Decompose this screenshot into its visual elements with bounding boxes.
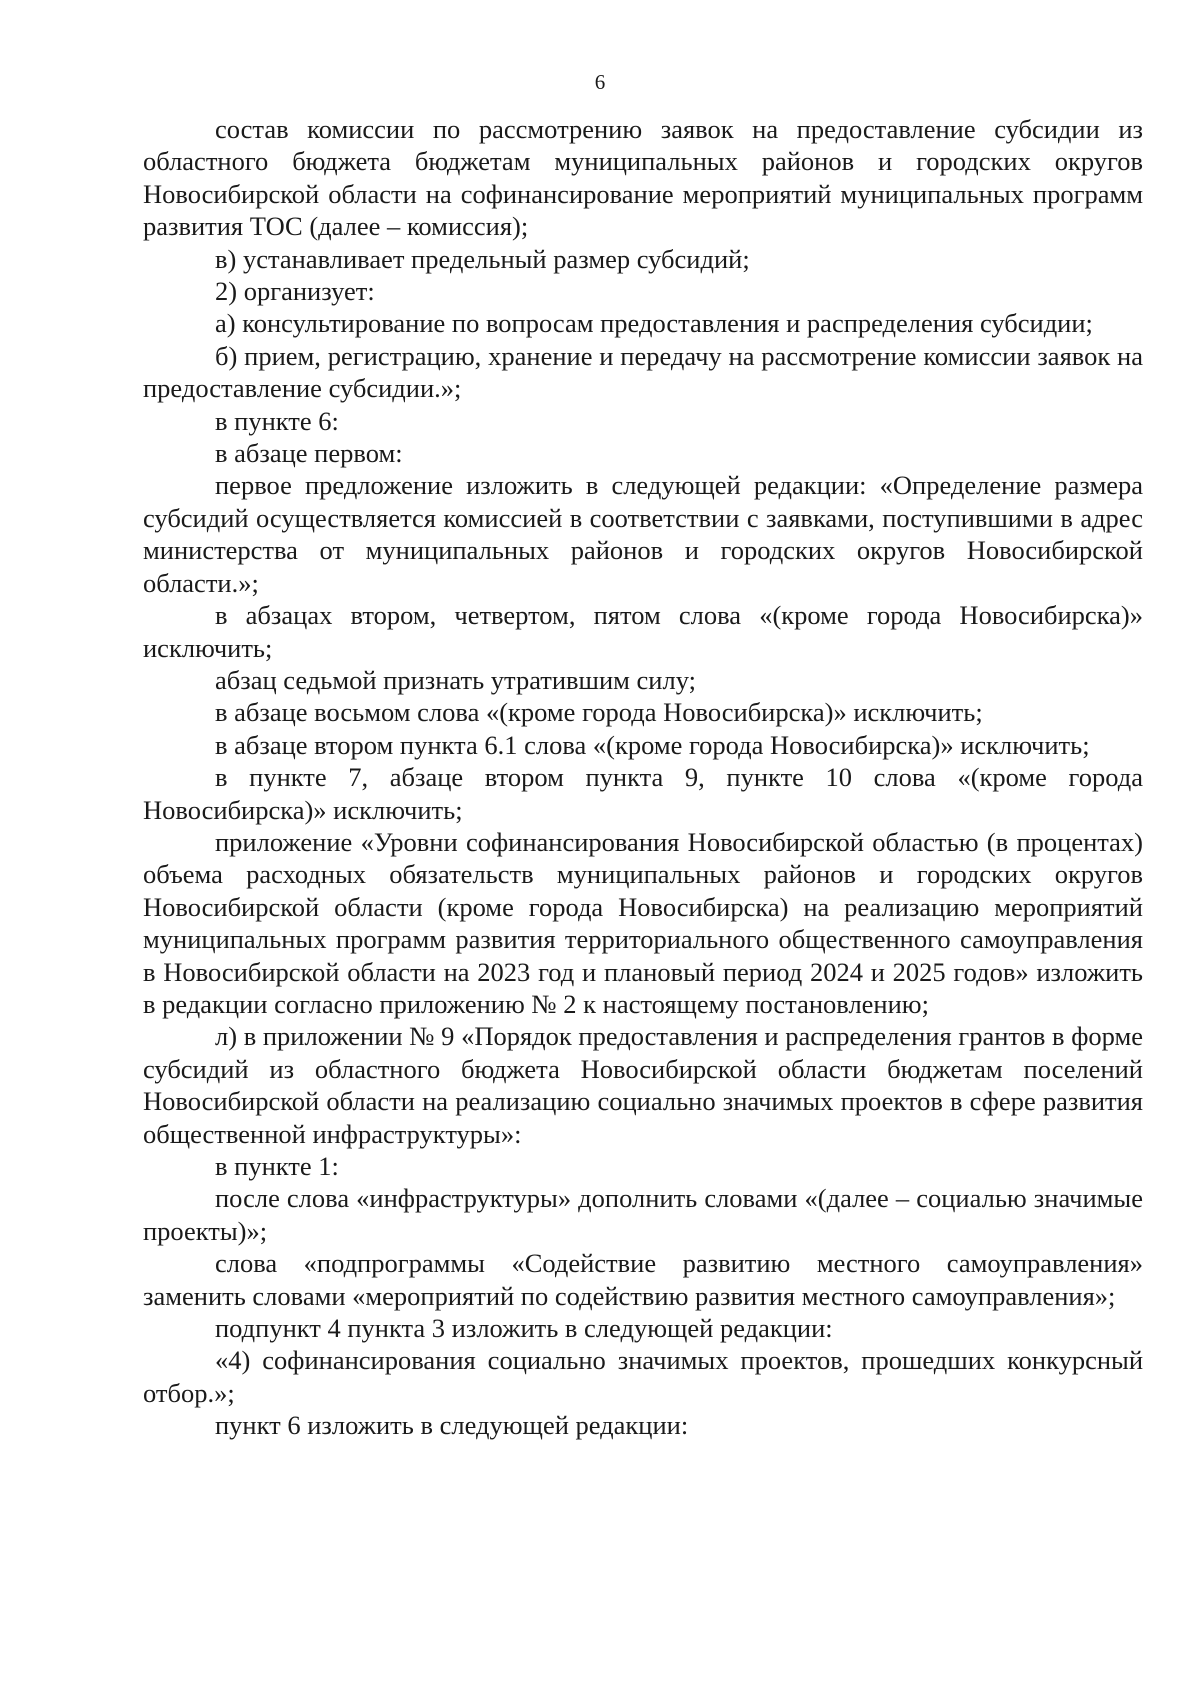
paragraph: в абзаце втором пункта 6.1 слова «(кроме города Новосибирска)» исключить; xyxy=(215,729,1090,760)
paragraph: «4) софинансирования социально значимых проектов, прошедших конкурсный отбор.»; xyxy=(143,1345,1143,1408)
paragraph: в абзаце восьмом слова «(кроме города Новосибирска)» исключить; xyxy=(215,697,983,728)
paragraph: после слова «инфраструктуры» дополнить словами «(далее – социалью значимые проекты)»; xyxy=(143,1183,1143,1246)
paragraph: абзац седьмой признать утратившим силу; xyxy=(215,664,696,695)
paragraph: в абзацах втором, четвертом, пятом слова «(кроме города Новосибирска)» исключить; xyxy=(143,600,1143,663)
paragraph: а) консультирование по вопросам предоставления и распределения субсидии; xyxy=(215,308,1093,339)
paragraph: слова «подпрограммы «Содействие развитию местного самоуправления» заменить словами «мероприятий по содействию развития местного самоуправления»; xyxy=(143,1248,1143,1311)
paragraph: в пункте 7, абзаце втором пункта 9, пункте 10 слова «(кроме города Новосибирска)» исключить; xyxy=(143,762,1143,825)
document-body xyxy=(143,113,1143,1442)
paragraph: б) прием, регистрацию, хранение и передачу на рассмотрение комиссии заявок на предоставление субсидии.»; xyxy=(143,340,1143,404)
paragraph: в пункте 6: xyxy=(215,405,339,436)
paragraph: в) устанавливает предельный размер субсидий; xyxy=(215,243,750,274)
page-number: 6 xyxy=(594,70,606,94)
paragraph: первое предложение изложить в следующей редакции: «Определение размера субсидий осуществляется комиссией в соответствии с заявками, поступившими в адрес министерства от муниципальных районов и городских округов Новосибирской области.»; xyxy=(143,470,1143,598)
paragraph: подпункт 4 пункта 3 изложить в следующей редакции: xyxy=(215,1313,833,1344)
paragraph: в абзаце первом: xyxy=(215,438,403,469)
paragraph: приложение «Уровни софинансирования Новосибирской областью (в процентах) объема расходных обязательств муниципальных районов и городских округов Новосибирской области (кроме города Новосибирска) на реализацию мероприятий муниципальных программ развития территориального общественного самоуправления в Новосибирской области на 2023 год и плановый период 2024 и 2025 годов» изложить в редакции согласно приложению № 2 к настоящему постановлению; xyxy=(143,826,1143,1019)
paragraph: пункт 6 изложить в следующей редакции: xyxy=(215,1410,689,1441)
paragraph: 2) организует: xyxy=(215,276,375,307)
paragraph: состав комиссии по рассмотрению заявок на предоставление субсидии из областного бюджета бюджетам муниципальных районов и городских округов Новосибирской области на софинансирование мероприятий муниципальных программ развития ТОС (далее – комиссия); xyxy=(143,114,1143,242)
paragraph: л) в приложении № 9 «Порядок предоставления и распределения грантов в форме субсидий из областного бюджета Новосибирской области бюджетам поселений Новосибирской области на реализацию социально значимых проектов в сфере развития общественной инфраструктуры»: xyxy=(143,1021,1143,1149)
paragraph: в пункте 1: xyxy=(215,1151,339,1181)
